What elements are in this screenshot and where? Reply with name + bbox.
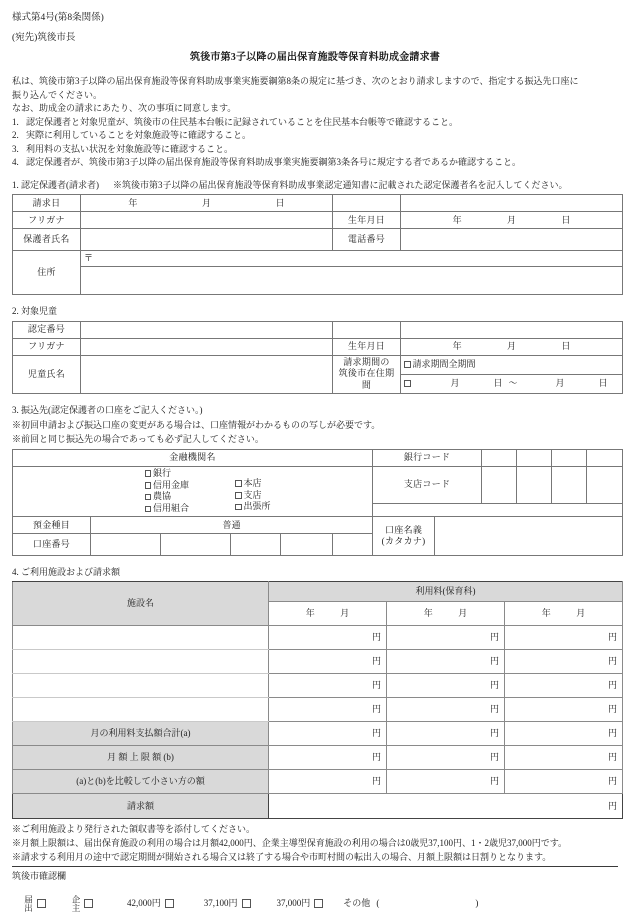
branch-code-cell-1[interactable]: [482, 466, 517, 503]
section4-heading: 4. ご利用施設および請求額: [12, 567, 121, 578]
field-amount-r4c3[interactable]: 円: [505, 698, 623, 722]
table-row-cert-number: [13, 321, 623, 338]
field-facility-name-1[interactable]: [13, 626, 269, 650]
field-institution-type[interactable]: [13, 466, 373, 517]
year-mark: 年: [452, 214, 462, 225]
table-row-fee-header-1: [13, 582, 623, 602]
label-account-number: 口座番号: [13, 534, 91, 556]
label-birthdate: 生年月日: [333, 212, 401, 229]
table-row: [13, 698, 623, 722]
label-furigana: フリガナ: [13, 212, 81, 229]
from-month-mark: 月: [450, 378, 460, 389]
field-facility-name-4[interactable]: [13, 698, 269, 722]
addressee: (宛先)筑後市長: [12, 32, 76, 43]
checkbox-partial-period-icon[interactable]: [404, 380, 411, 387]
account-number-cell-3[interactable]: [231, 534, 281, 556]
label-monthly-total: 月の利用料支払額合計(a): [13, 722, 269, 746]
bank-code-cell-4[interactable]: [587, 449, 623, 466]
footer-note-2: ※月額上限額は、届出保育施設の利用の場合は月額42,000円、企業主導型保育施設の利用の場合は0歳児37,100円、1・2歳児37,000円です。: [12, 838, 568, 849]
checkbox-shinyokumiai-icon[interactable]: [145, 506, 152, 513]
field-amount-r2c1[interactable]: 円: [269, 650, 387, 674]
field-amount-r3c2[interactable]: 円: [387, 674, 505, 698]
fee-table: [12, 581, 623, 819]
field-amount-r4c1[interactable]: 円: [269, 698, 387, 722]
field-account-holder[interactable]: [435, 517, 623, 556]
option-nokyo[interactable]: [145, 491, 190, 503]
to-month-mark: 月: [555, 378, 565, 389]
applicant-table: [12, 194, 623, 295]
divider: [12, 866, 618, 867]
field-child-name[interactable]: [81, 355, 333, 393]
label-other: その他: [343, 898, 371, 909]
account-number-cell-4[interactable]: [281, 534, 333, 556]
checkbox-shinkin-icon[interactable]: [145, 482, 152, 489]
label-residence-period-line2: 筑後市在住期間: [338, 368, 395, 390]
field-birthdate[interactable]: [401, 212, 623, 229]
section2-heading: 2. 対象児童: [12, 306, 58, 317]
field-facility-name-2[interactable]: [13, 650, 269, 674]
field-lesser-c2[interactable]: 円: [387, 770, 505, 794]
label-account-holder: [373, 517, 435, 556]
intro-item-2-text: 実際に利用していることを対象施設等に確認すること。: [26, 130, 252, 141]
intro-line-3: なお、助成金の請求にあたり、次の事項に同意します。: [12, 103, 237, 114]
table-row-child-name: [13, 355, 623, 374]
col-3-year: 年: [541, 608, 551, 619]
table-row-request-date: [13, 195, 623, 212]
option-bank-label: 銀行: [153, 467, 172, 478]
bank-table: [12, 449, 623, 557]
field-lesser-c3[interactable]: 円: [505, 770, 623, 794]
field-amount-r2c3[interactable]: 円: [505, 650, 623, 674]
label-cert-number: 認定番号: [13, 321, 81, 338]
paren-close: ): [475, 898, 479, 909]
table-row-deposit-type: [13, 517, 623, 534]
table-row-address-postal: [13, 251, 623, 267]
label-amount-42000: 42,000円: [127, 898, 161, 909]
option-bank[interactable]: [145, 468, 190, 480]
spacer-cell: [333, 195, 401, 212]
field-total-c1[interactable]: 円: [269, 722, 387, 746]
label-guardian-name: 保護者氏名: [13, 229, 81, 251]
intro-item-2-num: 2.: [12, 130, 19, 141]
field-facility-name-3[interactable]: [13, 674, 269, 698]
spacer-cell: [401, 321, 623, 338]
field-guardian-name[interactable]: [81, 229, 333, 251]
spacer-cell: [333, 321, 401, 338]
branch-code-cell-4[interactable]: [587, 466, 623, 503]
table-row-grand-total: [13, 794, 623, 819]
checkbox-shutchoujo-icon[interactable]: [235, 504, 242, 511]
range-tilde: ～: [508, 378, 518, 389]
section3-heading: 3. 振込先(認定保護者の口座をご記入ください。): [12, 404, 203, 415]
confirm-section-title: 筑後市確認欄: [12, 871, 67, 882]
col-2-year: 年: [423, 608, 433, 619]
month-mark: 月: [506, 214, 516, 225]
child-table: [12, 321, 623, 394]
field-residence-range[interactable]: [401, 374, 623, 393]
intro-item-3-text: 利用料の支払い状況を対象施設等に確認すること。: [26, 143, 234, 154]
label-address: 住所: [13, 251, 81, 295]
label-lesser-amount: (a)と(b)を比較して小さい方の額: [13, 770, 269, 794]
field-child-birthdate[interactable]: [401, 338, 623, 355]
institution-type-group[interactable]: [145, 468, 190, 516]
col-period-2: [387, 602, 505, 626]
option-honten-label: 本店: [243, 477, 262, 488]
table-row-summary-lesser: [13, 770, 623, 794]
year-mark: 年: [128, 197, 138, 208]
intro-item-4: [12, 156, 618, 169]
label-residence-period-line1: 請求期間の: [343, 356, 390, 367]
label-child-name: 児童氏名: [13, 355, 81, 393]
field-claim-amount[interactable]: 円: [269, 794, 623, 819]
intro-block: [12, 75, 618, 169]
field-total-c3[interactable]: 円: [505, 722, 623, 746]
option-shiten-label: 支店: [243, 489, 262, 500]
intro-item-4-num: 4.: [12, 157, 19, 168]
intro-item-1-num: 1.: [12, 116, 19, 127]
option-shinyokumiai[interactable]: [145, 503, 190, 515]
checkbox-nokyo-icon[interactable]: [145, 494, 152, 501]
col-1-year: 年: [305, 608, 315, 619]
bank-code-cell-1[interactable]: [482, 449, 517, 466]
table-row-guardian-name: [13, 229, 623, 251]
table-row: [13, 626, 623, 650]
postal-mark-icon: 〒: [84, 253, 94, 264]
label-account-holder-line1: 口座名義: [384, 524, 423, 535]
label-branch-code: 支店コード: [373, 466, 482, 503]
intro-item-1-text: 認定保護者と対象児童が、筑後市の住民基本台帳に記録されていることを住民基本台帳等で確認すること。: [26, 116, 459, 127]
field-amount-r3c1[interactable]: 円: [269, 674, 387, 698]
field-amount-r4c2[interactable]: 円: [387, 698, 505, 722]
option-shiten[interactable]: [235, 490, 271, 502]
label-amount-37000: 37,000円: [276, 898, 311, 909]
footer-note-3: ※請求する利用月の途中で認定期間が開始される場合又は終了する場合や市町村間の転出入の場合、月額上限額は日割りとなります。: [12, 852, 552, 863]
day-mark: 日: [561, 340, 571, 351]
label-amount-37100: 37,100円: [203, 898, 238, 909]
label-residence-period: [333, 355, 401, 393]
paren-open: (: [376, 898, 380, 909]
branch-type-group[interactable]: [235, 468, 271, 516]
option-shutchoujo-label: 出張所: [243, 501, 271, 512]
field-request-date[interactable]: [81, 195, 333, 212]
field-deposit-type[interactable]: 普通: [91, 517, 373, 534]
label-bank-code: 銀行コード: [373, 449, 482, 466]
table-row-child-furigana: [13, 338, 623, 355]
option-full-period[interactable]: [401, 355, 623, 374]
checkbox-todokede-icon[interactable]: [37, 899, 46, 908]
col-2-month: 月: [458, 608, 468, 619]
section3-note-1: ※初回申請および振込口座の変更がある場合は、口座情報がわかるものの写しが必要です。: [12, 419, 381, 430]
label-todokede: 届出: [23, 895, 34, 912]
table-row-summary-total: [13, 722, 623, 746]
option-nokyo-label: 農協: [153, 491, 172, 502]
col-period-3: [505, 602, 623, 626]
section3-note-2: ※前回と同じ振込先の場合であっても必ず記入してください。: [12, 433, 264, 444]
document-title: 筑後市第3子以降の届出保育施設等保育料助成金請求書: [190, 51, 440, 63]
label-deposit-type: 預金種目: [13, 517, 91, 534]
col-1-month: 月: [340, 608, 350, 619]
table-row: [13, 674, 623, 698]
option-shutchoujo[interactable]: [235, 501, 271, 513]
from-day-mark: 日: [493, 378, 503, 389]
field-amount-r1c2[interactable]: 円: [387, 626, 505, 650]
month-mark: 月: [506, 340, 516, 351]
field-amount-r1c1[interactable]: 円: [269, 626, 387, 650]
footer-notes: [12, 823, 618, 864]
field-amount-r1c3[interactable]: 円: [505, 626, 623, 650]
label-child-birthdate: 生年月日: [333, 338, 401, 355]
label-account-holder-line2: (カタカナ): [381, 536, 426, 547]
intro-item-2: [12, 129, 618, 142]
label-institution: 金融機関名: [13, 449, 373, 466]
footer-note-1: ※ご利用施設より発行された領収書等を添付してください。: [12, 824, 256, 835]
checkbox-amount-37100-icon[interactable]: [242, 899, 251, 908]
option-shinkin[interactable]: [145, 480, 190, 492]
col-3-month: 月: [576, 608, 586, 619]
field-amount-r2c2[interactable]: 円: [387, 650, 505, 674]
checkbox-full-period-icon[interactable]: [404, 361, 411, 368]
table-row-address-body: [13, 267, 623, 295]
section1-heading: [12, 179, 620, 192]
intro-item-1: [12, 116, 618, 129]
intro-line-1: 私は、筑後市第3子以降の届出保育施設等保育料助成事業実施要綱第8条の規定に基づき、次のとおり請求しますので、指定する振込先口座に: [12, 76, 579, 87]
bank-code-cell-3[interactable]: [552, 449, 587, 466]
checkbox-kigyounushi-icon[interactable]: [84, 899, 93, 908]
field-cap-c1[interactable]: 円: [269, 746, 387, 770]
account-number-cell-1[interactable]: [91, 534, 161, 556]
table-row-summary-cap: [13, 746, 623, 770]
year-mark: 年: [452, 340, 462, 351]
field-address[interactable]: [81, 267, 623, 295]
checkbox-honten-icon[interactable]: [235, 480, 242, 487]
day-mark: 日: [561, 214, 571, 225]
table-row-institution-body: [13, 466, 623, 503]
label-kigyounushi: 企主: [71, 895, 81, 912]
checkbox-amount-42000-icon[interactable]: [165, 899, 174, 908]
bank-code-cell-2[interactable]: [517, 449, 552, 466]
month-mark: 月: [201, 197, 211, 208]
option-shinkin-label: 信用金庫: [153, 479, 190, 490]
table-row-furigana: [13, 212, 623, 229]
label-facility-name: 施設名: [13, 582, 269, 626]
field-phone[interactable]: [401, 229, 623, 251]
field-amount-r3c3[interactable]: 円: [505, 674, 623, 698]
spacer-cell: [373, 503, 623, 516]
checkbox-bank-icon[interactable]: [145, 470, 152, 477]
account-number-cell-5[interactable]: [333, 534, 373, 556]
intro-item-3-num: 3.: [12, 143, 19, 154]
label-phone: 電話番号: [333, 229, 401, 251]
field-postal-code[interactable]: [81, 251, 623, 267]
checkbox-shiten-icon[interactable]: [235, 492, 242, 499]
intro-line-2: 振り込んでください。: [12, 89, 103, 100]
checkbox-amount-37000-icon[interactable]: [314, 899, 323, 908]
field-total-c2[interactable]: 円: [387, 722, 505, 746]
spacer-cell: [401, 195, 623, 212]
to-day-mark: 日: [598, 378, 608, 389]
table-row: [13, 650, 623, 674]
field-cap-c2[interactable]: 円: [387, 746, 505, 770]
field-furigana[interactable]: [81, 212, 333, 229]
branch-code-cell-2[interactable]: [517, 466, 552, 503]
field-child-furigana[interactable]: [81, 338, 333, 355]
field-cert-number[interactable]: [81, 321, 333, 338]
intro-item-4-text: 認定保護者が、筑後市第3子以降の届出保育施設等保育料助成事業実施要綱第3条各号に規定する者であるか確認すること。: [26, 157, 522, 168]
option-full-period-label: 請求期間全期間: [412, 358, 476, 369]
section1-heading-note: ※筑後市第3子以降の届出保育施設等保育料助成事業認定通知書に記載された認定保護者名を記入してください。: [113, 180, 568, 191]
account-number-cell-2[interactable]: [161, 534, 231, 556]
section1-heading-text: 1. 認定保護者(請求者): [12, 180, 99, 191]
col-period-1: [269, 602, 387, 626]
option-shinyokumiai-label: 信用組合: [153, 503, 190, 514]
branch-code-cell-3[interactable]: [552, 466, 587, 503]
field-lesser-c1[interactable]: 円: [269, 770, 387, 794]
option-honten[interactable]: [235, 478, 271, 490]
label-fee-group: 利用料(保育科): [269, 582, 623, 602]
field-cap-c3[interactable]: 円: [505, 746, 623, 770]
label-claim-amount: 請求額: [13, 794, 269, 819]
intro-item-3: [12, 143, 618, 156]
label-furigana: フリガナ: [13, 338, 81, 355]
label-monthly-cap: 月 額 上 限 額 (b): [13, 746, 269, 770]
day-mark: 日: [275, 197, 285, 208]
table-row-institution-header: [13, 449, 623, 466]
label-request-date: 請求日: [13, 195, 81, 212]
form-number: 様式第4号(第8条関係): [12, 13, 104, 23]
confirm-checkbox-row: [24, 895, 620, 912]
